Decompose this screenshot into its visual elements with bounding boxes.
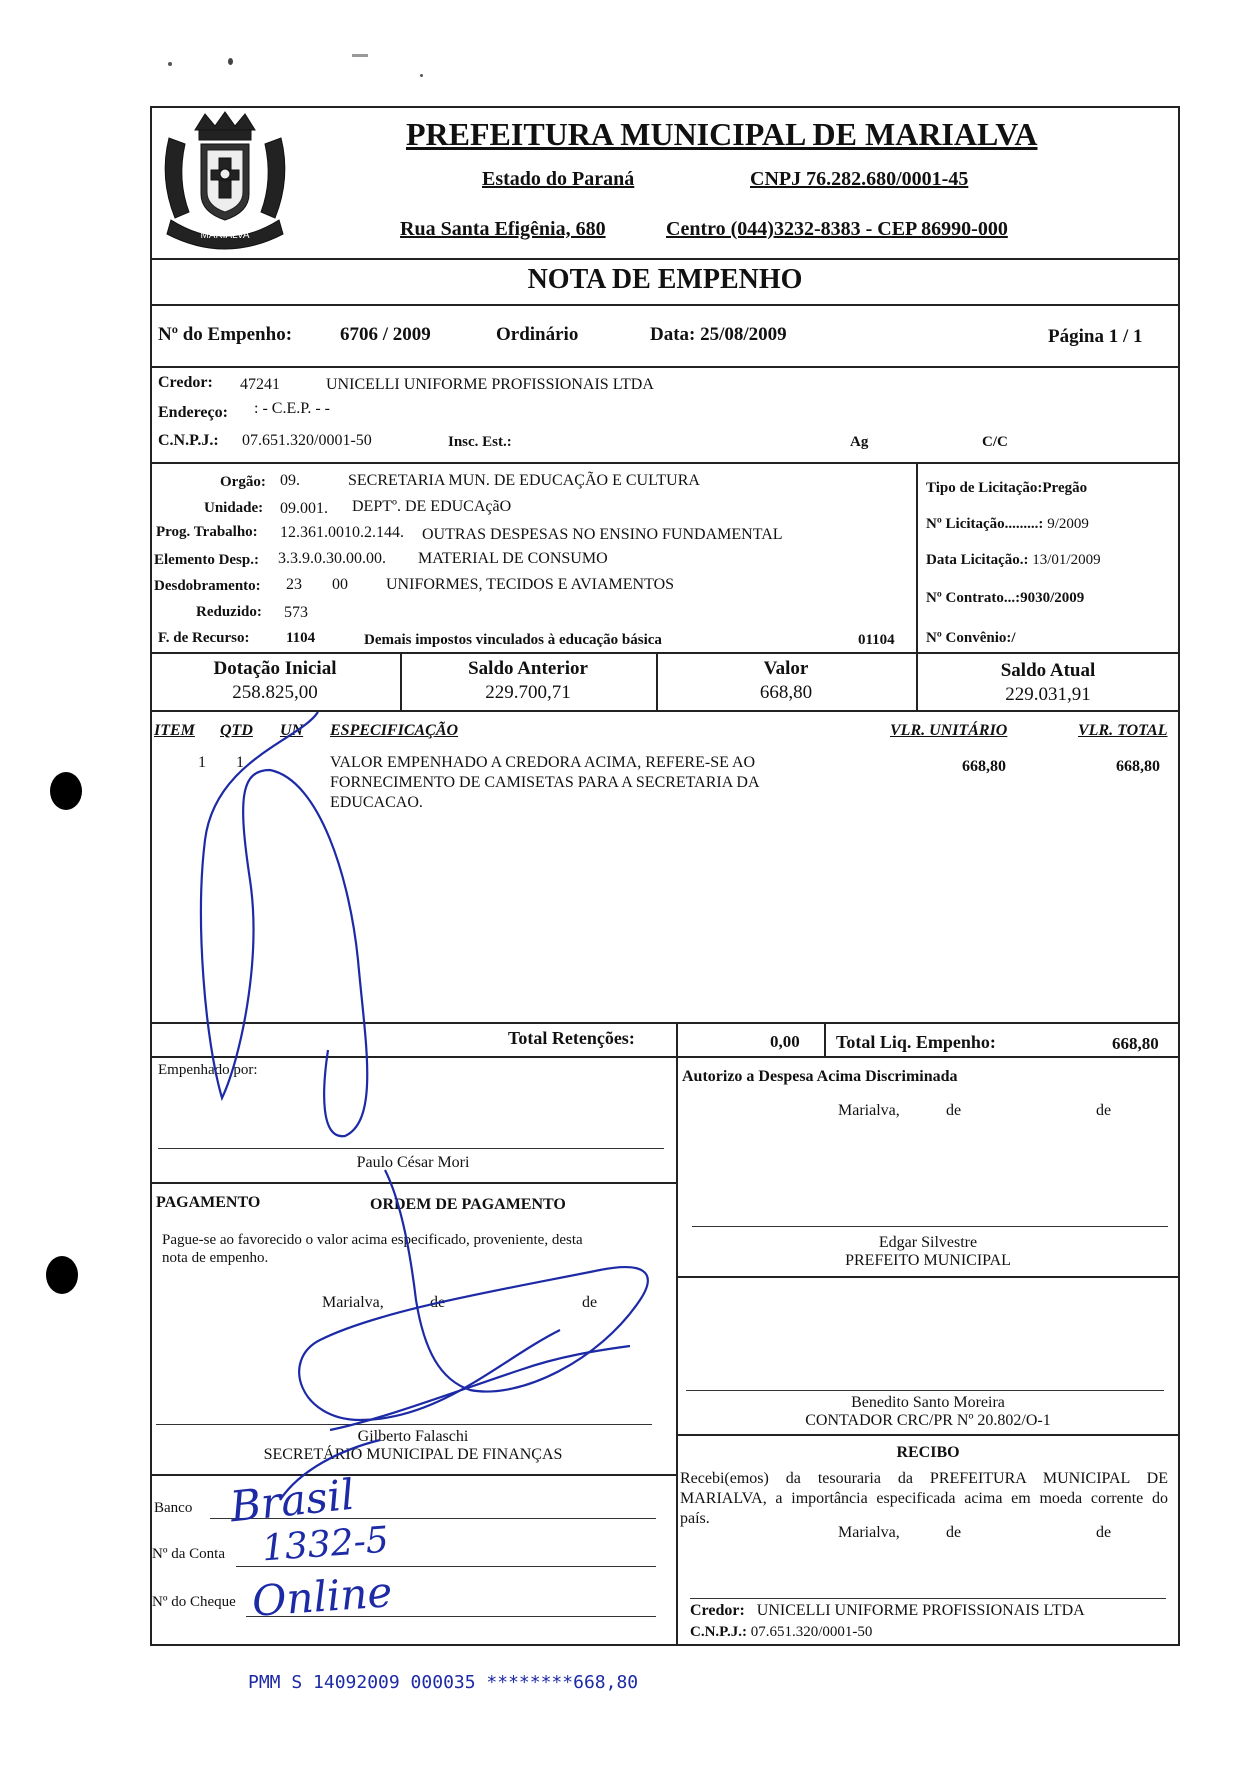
row-item: 1	[198, 754, 206, 771]
conta-label: Nº da Conta	[152, 1546, 225, 1562]
desdob-code2: 00	[332, 576, 348, 593]
row-unit: 668,80	[962, 758, 1006, 775]
ag-label: Ag	[850, 434, 869, 450]
orgao-label: Orgão:	[220, 474, 266, 490]
dotacao-value: 258.825,00	[232, 682, 318, 703]
saldo-anterior-value: 229.700,71	[485, 682, 571, 703]
credor-code: 47241	[240, 376, 280, 393]
cheque-label: Nº do Cheque	[152, 1594, 236, 1610]
recurso-code2: 01104	[858, 632, 895, 648]
prog-code: 12.361.0010.2.144.	[280, 524, 404, 541]
retencoes-label: Total Retenções:	[508, 1028, 635, 1048]
endereco-value: : - C.E.P. - -	[254, 400, 330, 417]
liq-value: 668,80	[1112, 1034, 1159, 1053]
recibo-line1: Recebi(emos) da tesouraria da PREFEITURA MUNICIPAL DE	[680, 1470, 1168, 1487]
banco-label: Banco	[154, 1500, 193, 1516]
contador-signer: Benedito Santo Moreira	[851, 1394, 1005, 1411]
payment-stamp: PMM S 14092009 000035 ********668,80	[248, 1672, 639, 1693]
cheque-handwriting: Online	[250, 1567, 394, 1626]
autorizo-de2: de	[1096, 1102, 1112, 1119]
licitacao-numero-label: Nº Licitação.........:	[926, 516, 1044, 532]
unidade-name: DEPTº. DE EDUCAçãO	[352, 498, 512, 515]
empenho-date: Data: 25/08/2009	[650, 324, 787, 345]
col-unit: VLR. UNITÁRIO	[890, 722, 1008, 739]
credor-cnpj-value: 07.651.320/0001-50	[242, 432, 372, 449]
valor-label: Valor	[763, 658, 809, 679]
row-line2: FORNECIMENTO DE CAMISETAS PARA A SECRETARIA DA	[330, 774, 760, 791]
pagamento-place: Marialva,	[322, 1294, 384, 1311]
recibo-cnpj-label: C.N.P.J.:	[690, 1624, 747, 1640]
col-qtd: QTD	[220, 722, 253, 739]
recibo-credor-label: Credor:	[690, 1602, 745, 1619]
recurso-code: 1104	[286, 630, 316, 646]
saldo-atual-label: Saldo Atual	[1000, 660, 1096, 681]
dotacao-label: Dotação Inicial	[213, 658, 337, 679]
header-street-text: Rua Santa Efigênia, 680	[400, 218, 606, 240]
recibo-de1: de	[946, 1524, 962, 1541]
licitacao-numero-value: 9/2009	[1043, 516, 1089, 532]
empenhado-signer: Paulo César Mori	[356, 1154, 470, 1171]
contador-role: CONTADOR CRC/PR Nº 20.802/O-1	[805, 1412, 1051, 1429]
autorizo-signer: Edgar Silvestre	[878, 1234, 978, 1251]
row-line1: VALOR EMPENHADO A CREDORA ACIMA, REFERE-SE AO	[330, 754, 756, 771]
licitacao-contrato: Nº Contrato...:9030/2009	[926, 590, 1085, 606]
recibo-credor-name: UNICELLI UNIFORME PROFISSIONAIS LTDA	[756, 1602, 1085, 1619]
desdob-label: Desdobramento:	[154, 578, 261, 594]
pagamento-label: PAGAMENTO	[156, 1194, 261, 1211]
autorizo-place: Marialva,	[838, 1102, 900, 1119]
orgao-code: 09.	[280, 472, 300, 489]
insc-label: Insc. Est.:	[448, 434, 512, 450]
empenho-number: 6706 / 2009	[340, 324, 431, 345]
recibo-line3: país.	[680, 1510, 710, 1527]
credor-name: UNICELLI UNIFORME PROFISSIONAIS LTDA	[326, 376, 654, 393]
licitacao-convenio: Nº Convênio:/	[926, 630, 1016, 646]
elemento-code: 3.3.9.0.30.00.00.	[278, 550, 386, 567]
recibo-de2: de	[1096, 1524, 1112, 1541]
recibo-title: RECIBO	[896, 1444, 960, 1461]
liq-label: Total Liq. Empenho:	[836, 1032, 996, 1052]
credor-label: Credor:	[158, 374, 213, 391]
autorizo-label: Autorizo a Despesa Acima Discriminada	[682, 1068, 958, 1085]
doc-title: NOTA DE EMPENHO	[527, 264, 803, 295]
desdob-name: UNIFORMES, TECIDOS E AVIAMENTOS	[386, 576, 675, 593]
prog-label: Prog. Trabalho:	[156, 524, 258, 540]
header-title: PREFEITURA MUNICIPAL DE MARIALVA	[406, 116, 1038, 152]
retencoes-value: 0,00	[770, 1032, 800, 1051]
elemento-label: Elemento Desp.:	[154, 552, 259, 568]
header-address-text: Centro (044)3232-8383 - CEP 86990-000	[666, 218, 1008, 240]
empenhado-label: Empenhado por:	[158, 1062, 258, 1078]
orgao-name: SECRETARIA MUN. DE EDUCAÇÃO E CULTURA	[348, 472, 700, 489]
pagamento-de2: de	[582, 1294, 598, 1311]
col-un: UN	[280, 722, 304, 739]
autorizo-role: PREFEITO MUNICIPAL	[845, 1252, 1011, 1269]
licitacao-data-value: 13/01/2009	[1028, 552, 1101, 568]
empenho-label: Nº do Empenho:	[158, 324, 293, 345]
row-line3: EDUCACAO.	[330, 794, 423, 811]
pagamento-text2: nota de empenho.	[162, 1250, 269, 1266]
unidade-code: 09.001.	[280, 500, 328, 517]
col-spec: ESPECIFICAÇÃO	[330, 722, 459, 739]
row-qtd: 1	[236, 754, 244, 771]
row-total: 668,80	[1116, 758, 1160, 775]
reduzido-value: 573	[284, 604, 308, 621]
recurso-label: F. de Recurso:	[158, 630, 250, 646]
cc-label: C/C	[982, 434, 1008, 450]
ordem-label: ORDEM DE PAGAMENTO	[370, 1196, 566, 1213]
pagamento-text1: Pague-se ao favorecido o valor acima especificado, proveniente, desta	[162, 1232, 583, 1248]
unidade-label: Unidade:	[204, 500, 264, 516]
valor-value: 668,80	[759, 682, 813, 703]
prog-name: OUTRAS DESPESAS NO ENSINO FUNDAMENTAL	[422, 526, 783, 543]
licitacao-data-label: Data Licitação.:	[926, 552, 1029, 568]
recibo-place: Marialva,	[838, 1524, 900, 1541]
desdob-code1: 23	[286, 576, 302, 593]
empenho-page: Página 1 / 1	[1048, 326, 1143, 347]
saldo-atual-value: 229.031,91	[1005, 684, 1091, 705]
recibo-cnpj-value: 07.651.320/0001-50	[750, 1624, 873, 1640]
col-item: ITEM	[154, 722, 195, 739]
logo-label: MARIALVA	[200, 230, 250, 241]
col-total: VLR. TOTAL	[1078, 722, 1168, 739]
autorizo-de1: de	[946, 1102, 962, 1119]
pagamento-signer: Gilberto Falaschi	[357, 1428, 469, 1445]
header-cnpj: CNPJ 76.282.680/0001-45	[750, 168, 969, 190]
reduzido-label: Reduzido:	[196, 604, 262, 620]
pagamento-role: SECRETÁRIO MUNICIPAL DE FINANÇAS	[263, 1446, 563, 1463]
endereco-label: Endereço:	[158, 404, 228, 421]
conta-handwriting: 1332-5	[260, 1519, 390, 1570]
licitacao-tipo: Tipo de Licitação:Pregão	[926, 480, 1088, 496]
banco-handwriting: Brasil	[227, 1469, 357, 1532]
saldo-anterior-label: Saldo Anterior	[468, 658, 588, 679]
recibo-line2: MARIALVA, a importância especificada acima em moeda corrente do	[680, 1490, 1168, 1507]
credor-cnpj-label: C.N.P.J.:	[158, 432, 219, 449]
empenho-type: Ordinário	[496, 324, 579, 345]
header-state: Estado do Paraná	[482, 168, 635, 190]
recurso-name: Demais impostos vinculados à educação básica	[364, 632, 662, 648]
pagamento-de1: de	[430, 1294, 446, 1311]
elemento-name: MATERIAL DE CONSUMO	[418, 550, 608, 567]
